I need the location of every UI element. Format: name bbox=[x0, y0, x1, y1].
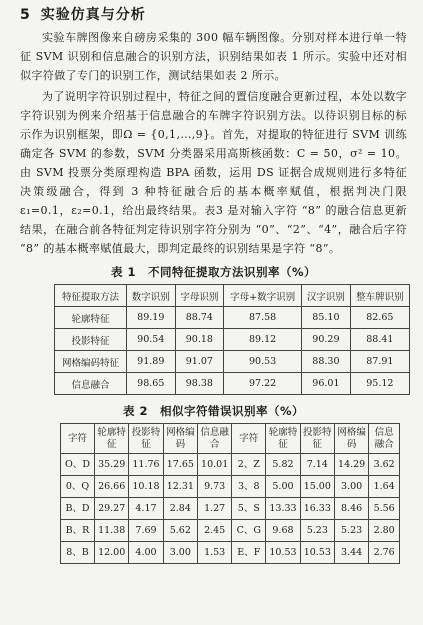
table-cell: 10.53 bbox=[300, 542, 334, 564]
table-cell: 3、8 bbox=[232, 476, 266, 498]
table-cell: 11.76 bbox=[129, 454, 163, 476]
table-cell: 7.14 bbox=[300, 454, 334, 476]
table-cell: B、D bbox=[61, 498, 95, 520]
table-cell: 8、B bbox=[61, 542, 95, 564]
table-cell: 3.44 bbox=[334, 542, 368, 564]
table2-header: 信息融合 bbox=[197, 424, 231, 454]
table-row bbox=[55, 373, 410, 395]
table-cell: 35.29 bbox=[95, 454, 129, 476]
table2-header-row bbox=[61, 424, 400, 454]
table-cell: O、D bbox=[61, 454, 95, 476]
table2-header: 网格编码 bbox=[163, 424, 197, 454]
table-cell: 1.64 bbox=[369, 476, 400, 498]
table-row bbox=[61, 542, 400, 564]
table-cell: C、G bbox=[232, 520, 266, 542]
table-cell: 14.29 bbox=[334, 454, 368, 476]
table-cell: 10.01 bbox=[197, 454, 231, 476]
paragraph-1: 实验车牌图像来自磅房采集的 300 幅车辆图像。分别对样本进行单一特征 SVM 识别和信息融合的识别方法，识别结果如表 1 所示。实验中还对相似字符做了专门的识别工作，测试结果如表 2 所示。 bbox=[20, 31, 407, 82]
table-cell: 8.46 bbox=[334, 498, 368, 520]
table-cell: 轮廓特征 bbox=[55, 307, 127, 329]
table-cell: 12.31 bbox=[163, 476, 197, 498]
table-cell: 90.29 bbox=[302, 329, 351, 351]
table-cell: 信息融合 bbox=[55, 373, 127, 395]
table2-header: 投影特征 bbox=[129, 424, 163, 454]
table-cell: 0、Q bbox=[61, 476, 95, 498]
table-cell: 5.62 bbox=[163, 520, 197, 542]
table2-header: 轮廓特征 bbox=[266, 424, 300, 454]
table-cell: 2.45 bbox=[197, 520, 231, 542]
table-cell: 91.89 bbox=[127, 351, 176, 373]
table2 bbox=[60, 423, 400, 564]
table1-header: 字母识别 bbox=[175, 285, 224, 307]
table-cell: 5.56 bbox=[369, 498, 400, 520]
table2-header: 信息融合 bbox=[369, 424, 400, 454]
table-cell: 4.17 bbox=[129, 498, 163, 520]
table-row bbox=[55, 351, 410, 373]
table-cell: 26.66 bbox=[95, 476, 129, 498]
table-cell: 4.00 bbox=[129, 542, 163, 564]
table1-header: 字母+数字识别 bbox=[224, 285, 302, 307]
table-cell: 88.74 bbox=[175, 307, 224, 329]
table-cell: 89.12 bbox=[224, 329, 302, 351]
table-row bbox=[55, 329, 410, 351]
table-cell: 投影特征 bbox=[55, 329, 127, 351]
table-cell: 3.00 bbox=[334, 476, 368, 498]
table-row bbox=[61, 520, 400, 542]
table-cell: 13.33 bbox=[266, 498, 300, 520]
table2-header: 投影特征 bbox=[300, 424, 334, 454]
table-row bbox=[61, 476, 400, 498]
table2-header: 轮廓特征 bbox=[95, 424, 129, 454]
table-cell: 3.00 bbox=[163, 542, 197, 564]
section-title: 实验仿真与分析 bbox=[40, 7, 146, 23]
table-cell: 97.22 bbox=[224, 373, 302, 395]
table2-header: 字符 bbox=[232, 424, 266, 454]
table1 bbox=[54, 284, 410, 395]
table1-header: 数字识别 bbox=[127, 285, 176, 307]
table-row bbox=[55, 307, 410, 329]
table-cell: E、F bbox=[232, 542, 266, 564]
table-cell: 16.33 bbox=[300, 498, 334, 520]
table-cell: 90.18 bbox=[175, 329, 224, 351]
table-cell: 10.53 bbox=[266, 542, 300, 564]
table-cell: 1.27 bbox=[197, 498, 231, 520]
table-cell: 2.80 bbox=[369, 520, 400, 542]
table-cell: 5.82 bbox=[266, 454, 300, 476]
table-cell: B、R bbox=[61, 520, 95, 542]
table-cell: 3.62 bbox=[369, 454, 400, 476]
table-row bbox=[61, 454, 400, 476]
table-cell: 9.68 bbox=[266, 520, 300, 542]
table-cell: 17.65 bbox=[163, 454, 197, 476]
section-heading bbox=[20, 6, 407, 24]
table-cell: 95.12 bbox=[350, 373, 409, 395]
table-cell: 98.38 bbox=[175, 373, 224, 395]
table-cell: 96.01 bbox=[302, 373, 351, 395]
table-cell: 87.91 bbox=[350, 351, 409, 373]
table-cell: 82.65 bbox=[350, 307, 409, 329]
table-cell: 91.07 bbox=[175, 351, 224, 373]
table-cell: 5.23 bbox=[334, 520, 368, 542]
table-row bbox=[61, 498, 400, 520]
table-cell: 90.53 bbox=[224, 351, 302, 373]
paragraph-2: 为了说明字符识别过程中，特征之间的置信度融合更新过程，本处以数字字符识别为例来介绍基于信息融合的车牌字符识别方法。以待识别目标的标示作为识别框架，即Ω = {0,1,…,9}。首先，对提取的特征进行 SVM 训练确定各 SVM 的参数，SVM 分类器采用高斯核函数：C = 50，σ² = 10。由 SVM 投票分类原理构造 BPA 函数，运用 DS 证据合成规则进行多特征决策级融合，得到 3 种特征融合后的基本概率赋值，根据判决门限 ε₁=0.1，ε₂=0.1，给出最终结果。表3 是对输入字符 “8” 的融合信息更新结果，在融合前各特征判定待识别字符分别为 “0”、“2”、“4”，融合后字符 “8” 的基本概率赋值最大，即判定最终的识别结果是字符 “8”。 bbox=[20, 90, 407, 255]
table2-header: 字符 bbox=[61, 424, 95, 454]
table1-header: 汉字识别 bbox=[302, 285, 351, 307]
table-cell: 29.27 bbox=[95, 498, 129, 520]
table-cell: 7.69 bbox=[129, 520, 163, 542]
table2-caption: 表 2 相似字符错误识别率（%） bbox=[122, 404, 305, 418]
table-cell: 10.18 bbox=[129, 476, 163, 498]
table-cell: 88.41 bbox=[350, 329, 409, 351]
table-cell: 5.23 bbox=[300, 520, 334, 542]
table2-header: 网格编码 bbox=[334, 424, 368, 454]
table-cell: 2.76 bbox=[369, 542, 400, 564]
table-cell: 12.00 bbox=[95, 542, 129, 564]
table-cell: 5.00 bbox=[266, 476, 300, 498]
table-cell: 2.84 bbox=[163, 498, 197, 520]
table1-header: 特征提取方法 bbox=[55, 285, 127, 307]
section-number: 5 bbox=[20, 7, 31, 23]
table-cell: 89.19 bbox=[127, 307, 176, 329]
table-cell: 1.53 bbox=[197, 542, 231, 564]
table1-header-row bbox=[55, 285, 410, 307]
table-cell: 85.10 bbox=[302, 307, 351, 329]
table1-header: 整车牌识别 bbox=[350, 285, 409, 307]
table1-caption: 表 1 不同特征提取方法识别率（%） bbox=[110, 265, 317, 279]
table-cell: 9.73 bbox=[197, 476, 231, 498]
table-cell: 88.30 bbox=[302, 351, 351, 373]
table-cell: 15.00 bbox=[300, 476, 334, 498]
table-cell: 87.58 bbox=[224, 307, 302, 329]
table-cell: 98.65 bbox=[127, 373, 176, 395]
table-cell: 2、Z bbox=[232, 454, 266, 476]
table-cell: 11.38 bbox=[95, 520, 129, 542]
table-cell: 90.54 bbox=[127, 329, 176, 351]
table-cell: 5、S bbox=[232, 498, 266, 520]
table-cell: 网格编码特征 bbox=[55, 351, 127, 373]
